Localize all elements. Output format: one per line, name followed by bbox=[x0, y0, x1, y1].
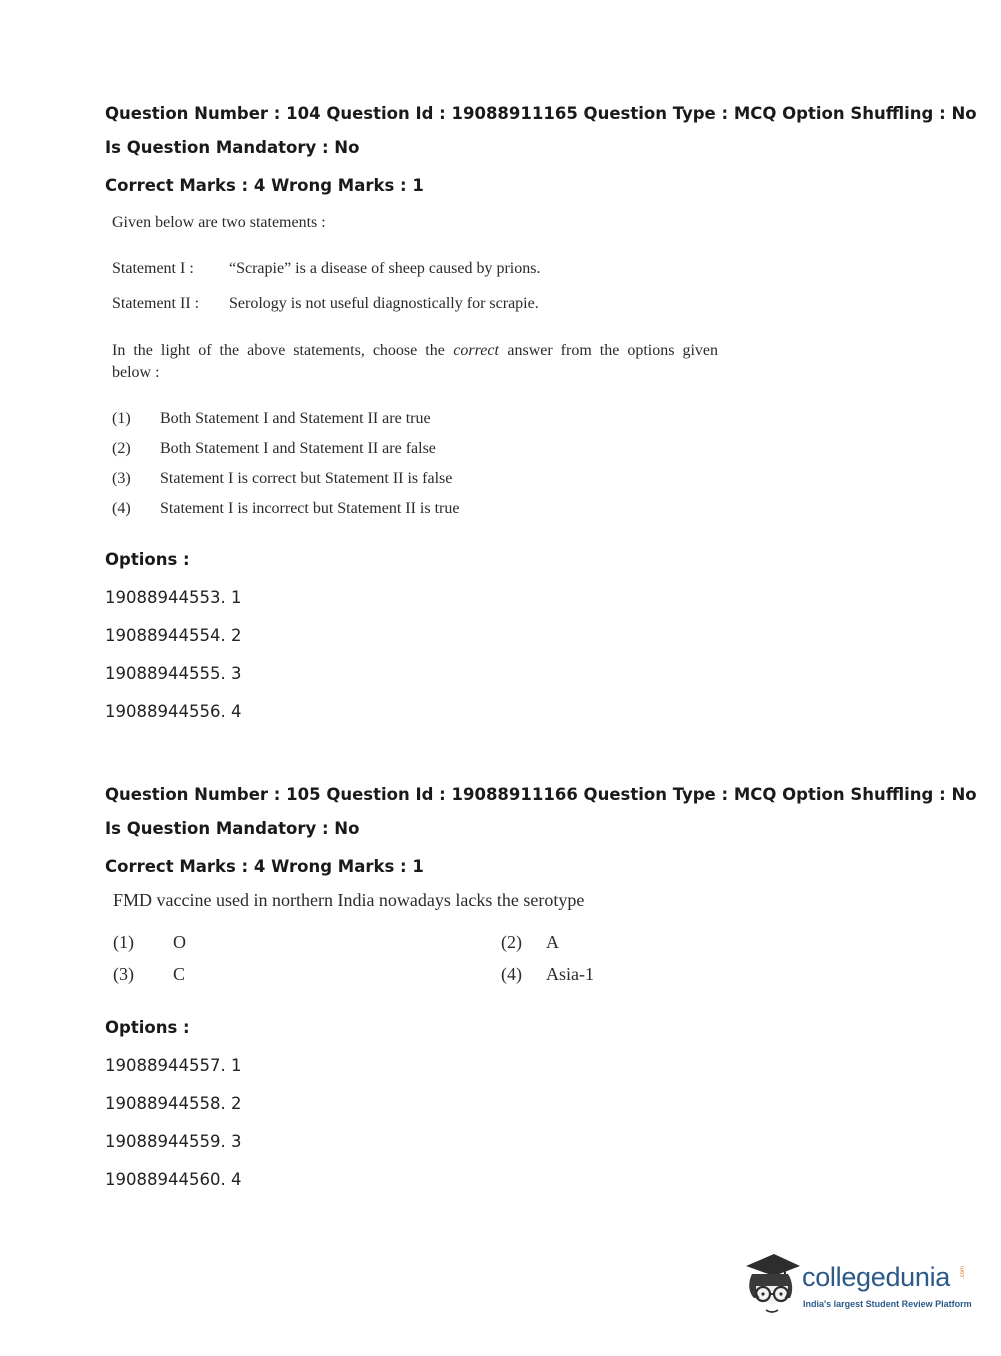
q105-option-3: 19088944559. 3 bbox=[105, 1132, 242, 1151]
q105-option-1: 19088944557. 1 bbox=[105, 1056, 242, 1075]
q105-question: FMD vaccine used in northern India nowadays lacks the serotype bbox=[113, 890, 585, 910]
q104-meta-line2: Is Question Mandatory : No bbox=[105, 138, 360, 157]
q104-instruction-line1 bbox=[112, 342, 718, 360]
q105-option-2: 19088944558. 2 bbox=[105, 1094, 242, 1113]
q104-choice-2-text: Both Statement I and Statement II are false bbox=[160, 440, 436, 457]
q104-statement-1-text: “Scrapie” is a disease of sheep caused by prions. bbox=[229, 260, 541, 277]
q105-choice-4-text: Asia-1 bbox=[546, 964, 594, 984]
q104-meta-line1: Question Number : 104 Question Id : 19088911165 Question Type : MCQ Option Shuffling : No bbox=[105, 104, 977, 123]
q105-choice-2-num: (2) bbox=[501, 932, 522, 952]
q104-choice-2-num: (2) bbox=[112, 440, 131, 457]
q104-option-4: 19088944556. 4 bbox=[105, 702, 242, 721]
q105-meta-line1: Question Number : 105 Question Id : 19088911166 Question Type : MCQ Option Shuffling : No bbox=[105, 785, 977, 804]
q104-choice-4-num: (4) bbox=[112, 500, 131, 517]
q104-option-3: 19088944555. 3 bbox=[105, 664, 242, 683]
q105-choice-2-text: A bbox=[546, 932, 559, 952]
q105-meta-line2: Is Question Mandatory : No bbox=[105, 819, 360, 838]
q105-choice-3-text: C bbox=[173, 964, 186, 984]
q105-choice-3-num: (3) bbox=[113, 964, 134, 984]
logo-name: collegedunia bbox=[802, 1262, 951, 1292]
q104-statement-1-label: Statement I : bbox=[112, 260, 194, 277]
q104-choice-1-text: Both Statement I and Statement II are true bbox=[160, 410, 431, 427]
logo-suffix: .com bbox=[960, 1266, 966, 1280]
q104-instruction-part-b: answer from the options given bbox=[507, 342, 718, 359]
q104-choice-1-num: (1) bbox=[112, 410, 131, 427]
q105-choice-4-num: (4) bbox=[501, 964, 522, 984]
q104-intro: Given below are two statements : bbox=[112, 214, 326, 231]
q104-statement-2-text: Serology is not useful diagnostically for scrapie. bbox=[229, 295, 539, 312]
q104-marks: Correct Marks : 4 Wrong Marks : 1 bbox=[105, 176, 424, 195]
q104-choice-3-num: (3) bbox=[112, 470, 131, 487]
logo-tagline: India's largest Student Review Platform bbox=[803, 1299, 972, 1309]
q104-choice-4-text: Statement I is incorrect but Statement II is true bbox=[160, 500, 460, 517]
q105-marks: Correct Marks : 4 Wrong Marks : 1 bbox=[105, 857, 424, 876]
q104-option-2: 19088944554. 2 bbox=[105, 626, 242, 645]
mascot-icon bbox=[740, 1248, 802, 1320]
q104-option-1: 19088944553. 1 bbox=[105, 588, 242, 607]
collegedunia-logo bbox=[740, 1248, 972, 1320]
q104-instruction-part-a: In the light of the above statements, choose the bbox=[112, 342, 445, 359]
q105-choice-1-text: O bbox=[173, 932, 186, 952]
q105-choice-1-num: (1) bbox=[113, 932, 134, 952]
q104-instruction-emphasis: correct bbox=[453, 342, 499, 359]
q104-options-heading: Options : bbox=[105, 550, 190, 569]
q105-options-heading: Options : bbox=[105, 1018, 190, 1037]
q105-option-4: 19088944560. 4 bbox=[105, 1170, 242, 1189]
q104-instruction-line2: below : bbox=[112, 364, 160, 381]
q104-choice-3-text: Statement I is correct but Statement II is false bbox=[160, 470, 453, 487]
q104-statement-2-label: Statement II : bbox=[112, 295, 200, 312]
